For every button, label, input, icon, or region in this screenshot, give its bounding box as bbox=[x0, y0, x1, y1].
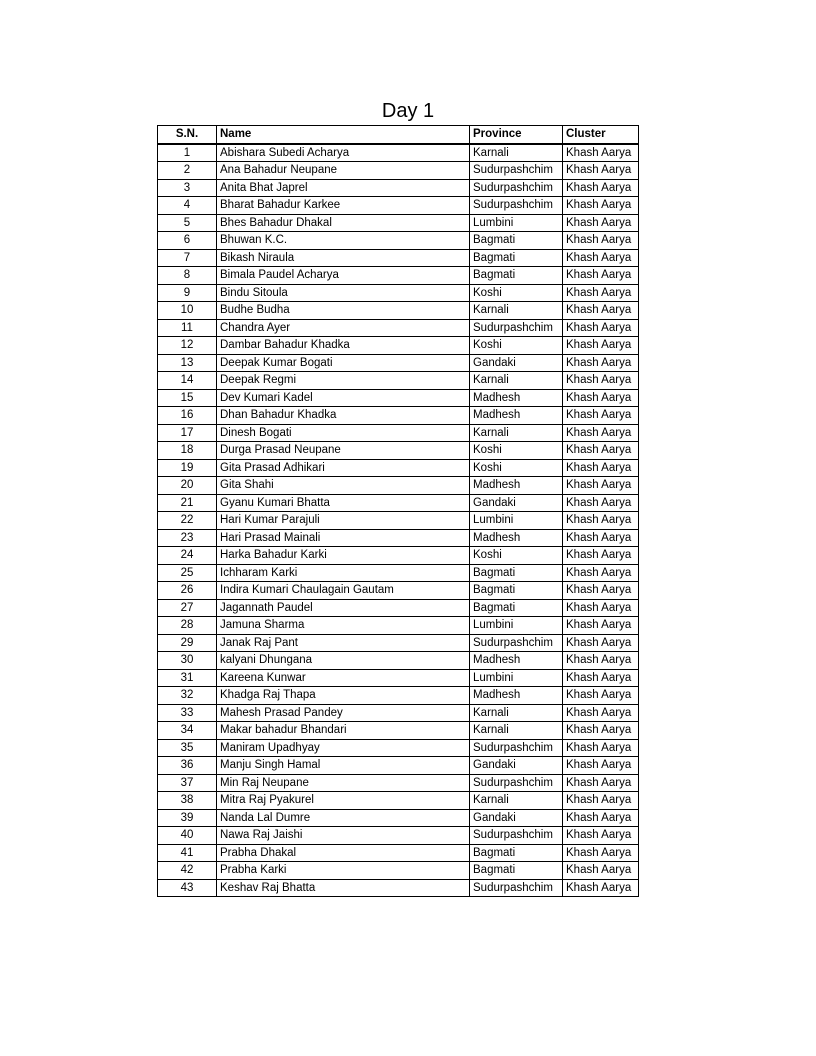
table-row bbox=[158, 354, 639, 372]
cell-cluster: Khash Aarya bbox=[563, 774, 639, 792]
cell-province: Sudurpashchim bbox=[470, 197, 563, 215]
cell-name: Manju Singh Hamal bbox=[217, 757, 470, 775]
cell-province: Koshi bbox=[470, 337, 563, 355]
cell-name: Makar bahadur Bhandari bbox=[217, 722, 470, 740]
cell-name: Janak Raj Pant bbox=[217, 634, 470, 652]
cell-cluster: Khash Aarya bbox=[563, 267, 639, 285]
table-row bbox=[158, 879, 639, 897]
cell-name: Nawa Raj Jaishi bbox=[217, 827, 470, 845]
cell-name: Hari Kumar Parajuli bbox=[217, 512, 470, 530]
cell-name: Keshav Raj Bhatta bbox=[217, 879, 470, 897]
cell-province: Bagmati bbox=[470, 582, 563, 600]
cell-province: Lumbini bbox=[470, 669, 563, 687]
cell-province: Karnali bbox=[470, 704, 563, 722]
cell-sn: 31 bbox=[158, 669, 217, 687]
cell-name: Bikash Niraula bbox=[217, 249, 470, 267]
cell-sn: 33 bbox=[158, 704, 217, 722]
table-row bbox=[158, 249, 639, 267]
cell-province: Karnali bbox=[470, 722, 563, 740]
table-row bbox=[158, 774, 639, 792]
cell-name: Harka Bahadur Karki bbox=[217, 547, 470, 565]
cell-sn: 43 bbox=[158, 879, 217, 897]
cell-name: Ana Bahadur Neupane bbox=[217, 162, 470, 180]
cell-sn: 8 bbox=[158, 267, 217, 285]
table-header-row bbox=[158, 126, 639, 144]
table-row bbox=[158, 302, 639, 320]
cell-name: Kareena Kunwar bbox=[217, 669, 470, 687]
cell-name: Hari Prasad Mainali bbox=[217, 529, 470, 547]
cell-name: Bhuwan K.C. bbox=[217, 232, 470, 250]
cell-sn: 12 bbox=[158, 337, 217, 355]
cell-province: Sudurpashchim bbox=[470, 827, 563, 845]
cell-name: Prabha Karki bbox=[217, 862, 470, 880]
cell-cluster: Khash Aarya bbox=[563, 617, 639, 635]
cell-cluster: Khash Aarya bbox=[563, 232, 639, 250]
cell-cluster: Khash Aarya bbox=[563, 512, 639, 530]
cell-sn: 26 bbox=[158, 582, 217, 600]
cell-name: Abishara Subedi Acharya bbox=[217, 144, 470, 162]
header-province: Province bbox=[470, 126, 563, 144]
header-name: Name bbox=[217, 126, 470, 144]
cell-cluster: Khash Aarya bbox=[563, 162, 639, 180]
table-row bbox=[158, 442, 639, 460]
cell-name: Gita Shahi bbox=[217, 477, 470, 495]
table-body bbox=[158, 144, 639, 897]
cell-province: Sudurpashchim bbox=[470, 179, 563, 197]
table-row bbox=[158, 179, 639, 197]
table-row bbox=[158, 844, 639, 862]
cell-cluster: Khash Aarya bbox=[563, 459, 639, 477]
table-row bbox=[158, 197, 639, 215]
cell-province: Bagmati bbox=[470, 232, 563, 250]
cell-sn: 14 bbox=[158, 372, 217, 390]
cell-province: Koshi bbox=[470, 459, 563, 477]
cell-cluster: Khash Aarya bbox=[563, 494, 639, 512]
cell-name: Anita Bhat Japrel bbox=[217, 179, 470, 197]
table-row bbox=[158, 162, 639, 180]
cell-cluster: Khash Aarya bbox=[563, 284, 639, 302]
table-row bbox=[158, 267, 639, 285]
cell-name: Bharat Bahadur Karkee bbox=[217, 197, 470, 215]
roster-table bbox=[157, 125, 639, 897]
cell-name: Dambar Bahadur Khadka bbox=[217, 337, 470, 355]
cell-sn: 24 bbox=[158, 547, 217, 565]
cell-name: Prabha Dhakal bbox=[217, 844, 470, 862]
cell-sn: 32 bbox=[158, 687, 217, 705]
cell-cluster: Khash Aarya bbox=[563, 634, 639, 652]
cell-cluster: Khash Aarya bbox=[563, 582, 639, 600]
cell-sn: 3 bbox=[158, 179, 217, 197]
cell-name: Gita Prasad Adhikari bbox=[217, 459, 470, 477]
cell-sn: 13 bbox=[158, 354, 217, 372]
cell-province: Karnali bbox=[470, 302, 563, 320]
cell-province: Lumbini bbox=[470, 512, 563, 530]
cell-cluster: Khash Aarya bbox=[563, 372, 639, 390]
cell-province: Koshi bbox=[470, 284, 563, 302]
table-row bbox=[158, 704, 639, 722]
table-row bbox=[158, 424, 639, 442]
cell-sn: 42 bbox=[158, 862, 217, 880]
cell-name: Nanda Lal Dumre bbox=[217, 809, 470, 827]
cell-sn: 20 bbox=[158, 477, 217, 495]
table-row bbox=[158, 687, 639, 705]
cell-sn: 4 bbox=[158, 197, 217, 215]
cell-sn: 15 bbox=[158, 389, 217, 407]
cell-name: Maniram Upadhyay bbox=[217, 739, 470, 757]
cell-cluster: Khash Aarya bbox=[563, 249, 639, 267]
cell-sn: 22 bbox=[158, 512, 217, 530]
cell-cluster: Khash Aarya bbox=[563, 547, 639, 565]
cell-name: Dev Kumari Kadel bbox=[217, 389, 470, 407]
cell-name: Deepak Kumar Bogati bbox=[217, 354, 470, 372]
page-title: Day 1 bbox=[381, 100, 435, 122]
cell-cluster: Khash Aarya bbox=[563, 739, 639, 757]
cell-cluster: Khash Aarya bbox=[563, 407, 639, 425]
table-row bbox=[158, 634, 639, 652]
cell-cluster: Khash Aarya bbox=[563, 704, 639, 722]
table-row bbox=[158, 337, 639, 355]
cell-province: Sudurpashchim bbox=[470, 879, 563, 897]
table-row bbox=[158, 372, 639, 390]
cell-name: Ichharam Karki bbox=[217, 564, 470, 582]
cell-sn: 9 bbox=[158, 284, 217, 302]
cell-cluster: Khash Aarya bbox=[563, 722, 639, 740]
cell-sn: 1 bbox=[158, 144, 217, 162]
cell-cluster: Khash Aarya bbox=[563, 179, 639, 197]
cell-name: Budhe Budha bbox=[217, 302, 470, 320]
cell-sn: 38 bbox=[158, 792, 217, 810]
cell-name: Dinesh Bogati bbox=[217, 424, 470, 442]
table-row bbox=[158, 757, 639, 775]
table-row bbox=[158, 582, 639, 600]
cell-province: Bagmati bbox=[470, 844, 563, 862]
table-row bbox=[158, 144, 639, 162]
cell-province: Bagmati bbox=[470, 249, 563, 267]
table-row bbox=[158, 862, 639, 880]
cell-province: Bagmati bbox=[470, 564, 563, 582]
table-row bbox=[158, 319, 639, 337]
cell-cluster: Khash Aarya bbox=[563, 862, 639, 880]
cell-name: Bhes Bahadur Dhakal bbox=[217, 214, 470, 232]
cell-province: Gandaki bbox=[470, 757, 563, 775]
cell-sn: 36 bbox=[158, 757, 217, 775]
cell-cluster: Khash Aarya bbox=[563, 477, 639, 495]
cell-province: Sudurpashchim bbox=[470, 774, 563, 792]
cell-sn: 28 bbox=[158, 617, 217, 635]
cell-cluster: Khash Aarya bbox=[563, 197, 639, 215]
cell-name: Khadga Raj Thapa bbox=[217, 687, 470, 705]
cell-province: Koshi bbox=[470, 442, 563, 460]
table-row bbox=[158, 494, 639, 512]
cell-province: Sudurpashchim bbox=[470, 634, 563, 652]
cell-name: Chandra Ayer bbox=[217, 319, 470, 337]
cell-province: Karnali bbox=[470, 424, 563, 442]
cell-sn: 29 bbox=[158, 634, 217, 652]
cell-name: Bimala Paudel Acharya bbox=[217, 267, 470, 285]
cell-name: kalyani Dhungana bbox=[217, 652, 470, 670]
table-row bbox=[158, 722, 639, 740]
cell-cluster: Khash Aarya bbox=[563, 879, 639, 897]
cell-sn: 7 bbox=[158, 249, 217, 267]
cell-province: Sudurpashchim bbox=[470, 319, 563, 337]
cell-name: Durga Prasad Neupane bbox=[217, 442, 470, 460]
cell-cluster: Khash Aarya bbox=[563, 424, 639, 442]
cell-name: Mahesh Prasad Pandey bbox=[217, 704, 470, 722]
cell-province: Sudurpashchim bbox=[470, 162, 563, 180]
cell-cluster: Khash Aarya bbox=[563, 319, 639, 337]
cell-name: Jamuna Sharma bbox=[217, 617, 470, 635]
cell-sn: 16 bbox=[158, 407, 217, 425]
cell-cluster: Khash Aarya bbox=[563, 844, 639, 862]
table-row bbox=[158, 407, 639, 425]
cell-cluster: Khash Aarya bbox=[563, 599, 639, 617]
table-row bbox=[158, 792, 639, 810]
cell-cluster: Khash Aarya bbox=[563, 529, 639, 547]
cell-name: Mitra Raj Pyakurel bbox=[217, 792, 470, 810]
table-row bbox=[158, 809, 639, 827]
cell-province: Bagmati bbox=[470, 267, 563, 285]
cell-name: Bindu Sitoula bbox=[217, 284, 470, 302]
cell-province: Gandaki bbox=[470, 354, 563, 372]
cell-province: Karnali bbox=[470, 792, 563, 810]
table-row bbox=[158, 617, 639, 635]
cell-province: Lumbini bbox=[470, 214, 563, 232]
cell-sn: 21 bbox=[158, 494, 217, 512]
table-row bbox=[158, 214, 639, 232]
cell-province: Bagmati bbox=[470, 599, 563, 617]
cell-sn: 30 bbox=[158, 652, 217, 670]
cell-sn: 5 bbox=[158, 214, 217, 232]
table-row bbox=[158, 284, 639, 302]
cell-sn: 17 bbox=[158, 424, 217, 442]
cell-province: Madhesh bbox=[470, 389, 563, 407]
cell-province: Koshi bbox=[470, 547, 563, 565]
cell-cluster: Khash Aarya bbox=[563, 144, 639, 162]
cell-name: Deepak Regmi bbox=[217, 372, 470, 390]
cell-cluster: Khash Aarya bbox=[563, 687, 639, 705]
table-row bbox=[158, 669, 639, 687]
cell-cluster: Khash Aarya bbox=[563, 337, 639, 355]
cell-cluster: Khash Aarya bbox=[563, 354, 639, 372]
table-row bbox=[158, 564, 639, 582]
cell-province: Madhesh bbox=[470, 687, 563, 705]
cell-cluster: Khash Aarya bbox=[563, 792, 639, 810]
cell-province: Bagmati bbox=[470, 862, 563, 880]
header-sn: S.N. bbox=[158, 126, 217, 144]
cell-sn: 41 bbox=[158, 844, 217, 862]
cell-cluster: Khash Aarya bbox=[563, 827, 639, 845]
cell-name: Min Raj Neupane bbox=[217, 774, 470, 792]
cell-province: Madhesh bbox=[470, 529, 563, 547]
cell-name: Indira Kumari Chaulagain Gautam bbox=[217, 582, 470, 600]
cell-sn: 37 bbox=[158, 774, 217, 792]
cell-cluster: Khash Aarya bbox=[563, 389, 639, 407]
cell-cluster: Khash Aarya bbox=[563, 302, 639, 320]
cell-sn: 11 bbox=[158, 319, 217, 337]
table-row bbox=[158, 739, 639, 757]
table-row bbox=[158, 529, 639, 547]
cell-province: Gandaki bbox=[470, 494, 563, 512]
table-row bbox=[158, 232, 639, 250]
cell-sn: 27 bbox=[158, 599, 217, 617]
cell-province: Lumbini bbox=[470, 617, 563, 635]
cell-sn: 18 bbox=[158, 442, 217, 460]
table-row bbox=[158, 477, 639, 495]
cell-sn: 39 bbox=[158, 809, 217, 827]
cell-sn: 40 bbox=[158, 827, 217, 845]
cell-name: Dhan Bahadur Khadka bbox=[217, 407, 470, 425]
table-row bbox=[158, 459, 639, 477]
table-row bbox=[158, 547, 639, 565]
cell-province: Madhesh bbox=[470, 477, 563, 495]
cell-cluster: Khash Aarya bbox=[563, 564, 639, 582]
cell-sn: 35 bbox=[158, 739, 217, 757]
table-row bbox=[158, 599, 639, 617]
cell-cluster: Khash Aarya bbox=[563, 757, 639, 775]
cell-province: Karnali bbox=[470, 372, 563, 390]
cell-cluster: Khash Aarya bbox=[563, 809, 639, 827]
header-cluster: Cluster bbox=[563, 126, 639, 144]
cell-cluster: Khash Aarya bbox=[563, 214, 639, 232]
table-row bbox=[158, 512, 639, 530]
cell-cluster: Khash Aarya bbox=[563, 669, 639, 687]
cell-cluster: Khash Aarya bbox=[563, 652, 639, 670]
cell-province: Madhesh bbox=[470, 407, 563, 425]
cell-sn: 25 bbox=[158, 564, 217, 582]
cell-sn: 23 bbox=[158, 529, 217, 547]
table-row bbox=[158, 389, 639, 407]
cell-province: Madhesh bbox=[470, 652, 563, 670]
cell-name: Jagannath Paudel bbox=[217, 599, 470, 617]
cell-sn: 34 bbox=[158, 722, 217, 740]
table-row bbox=[158, 827, 639, 845]
table-row bbox=[158, 652, 639, 670]
cell-province: Gandaki bbox=[470, 809, 563, 827]
cell-sn: 2 bbox=[158, 162, 217, 180]
cell-sn: 19 bbox=[158, 459, 217, 477]
cell-province: Sudurpashchim bbox=[470, 739, 563, 757]
cell-province: Karnali bbox=[470, 144, 563, 162]
cell-cluster: Khash Aarya bbox=[563, 442, 639, 460]
cell-sn: 10 bbox=[158, 302, 217, 320]
cell-name: Gyanu Kumari Bhatta bbox=[217, 494, 470, 512]
cell-sn: 6 bbox=[158, 232, 217, 250]
